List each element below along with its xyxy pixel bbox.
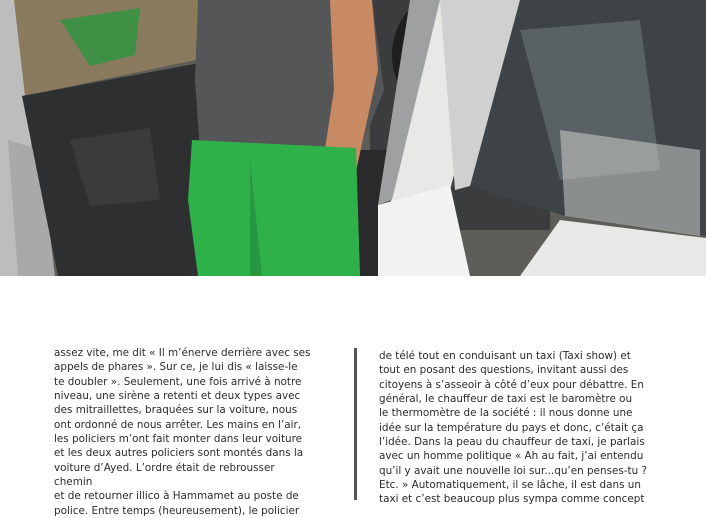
article-text-right-column: de télé tout en conduisant un taxi (Taxi show) et tout en posant des questions, invitant aussi des citoyens à s’asseoir à côté d’eux pour débattre. En général, le chauffeur de taxi est le baromètre ou le thermomètre de la société : il nous donne une idée sur la température du pays et donc, c’était ça l’idée. Dans la peau du chauffeur de taxi, je parlais avec un homme politique « Ah au fait, j’ai entendu qu’il y avait une nouvelle loi sur...qu’en penses-tu ? Etc. » Automatiquement, il se lâche, il est dans un taxi et c’est beaucoup plus sympa comme concept [379,350,648,506]
article-text-left-column: assez vite, me dit « Il m’énerve derrière avec ses appels de phares ». Sur ce, je lui dis « laisse-le te doubler ». Seulement, une fois arrivé à notre niveau, une sirène a retenti et deux types avec des mitraillettes, braquées sur la voiture, nous ont ordonné de nous arrêter. Les mains en l’air, les policiers m’ont fait monter dans leur voiture et les deux autres policiers sont montés dans la voiture d’Ayed. L’ordre était de rebrousser chemin et de retourner illico à Hammamet au poste de police. Entre temps (heureusement), le policier [54,347,311,517]
column-divider [354,348,357,500]
